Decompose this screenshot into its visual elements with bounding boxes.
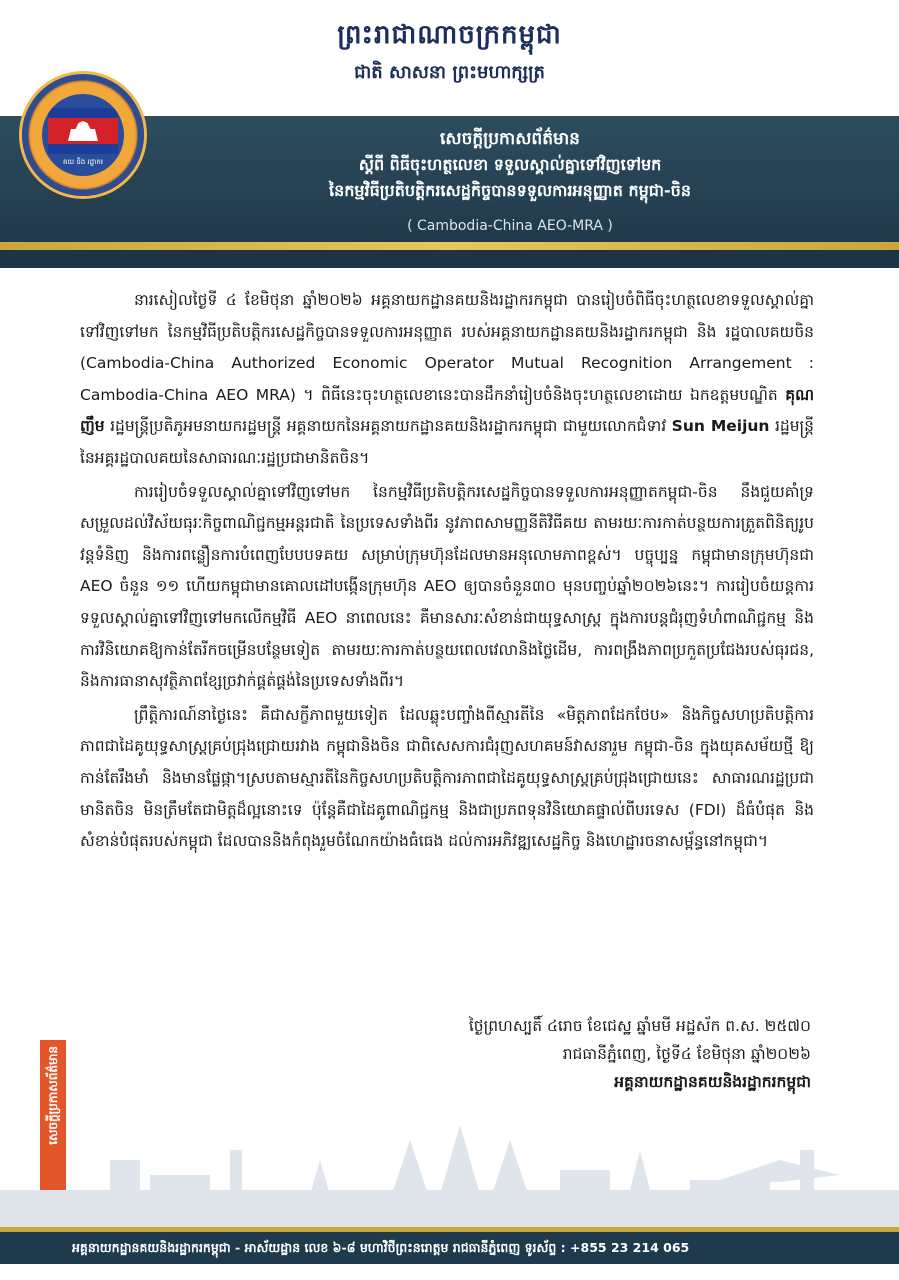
flag-bottom-band <box>48 144 118 154</box>
banner-gold-stripe <box>0 242 899 250</box>
flag-top-band <box>48 108 118 118</box>
banner-line-3: នៃកម្មវិធីប្រតិបត្តិករសេដ្ឋកិច្ចបានទទួលការអនុញ្ញាត កម្ពុជា-ចិន <box>329 181 691 200</box>
official-name: គុណ ញឹម <box>80 385 814 436</box>
paragraph-1-text-b: រដ្ឋមន្ត្រីប្រតិភូអមនាយករដ្ឋមន្ត្រី អគ្គនាយកនៃអគ្គនាយកដ្ឋានគយនិងរដ្ឋាករកម្ពុជា ជាមួយលោកជំទាវ <box>104 417 672 436</box>
official-name-2: Sun Meijun <box>671 417 770 436</box>
skyline-illustration <box>0 1120 899 1230</box>
footer-gold-line <box>0 1227 899 1232</box>
kingdom-title: ព្រះរាជាណាចក្រកម្ពុជា <box>337 20 562 50</box>
customs-emblem-icon <box>22 74 144 196</box>
paragraph-1-text-c: រដ្ឋមន្ត្រីនៃអគ្គរដ្ឋបាលគយនៃសាធារណៈរដ្ឋប្រជាមានិតចិន។ <box>80 417 814 467</box>
paragraph-3: ព្រឹត្តិការណ៍នាថ្ងៃនេះ គឺជាសក្ខីភាពមួយទៀត ដែលឆ្លុះបញ្ចាំងពីស្មារតីនៃ «មិត្តភាពដែកថែប» និងកិច្ចសហប្រតិបត្តិការភាពជាដៃគូយុទ្ធសាស្ត្រគ្រប់ជ្រុងជ្រោយរវាង កម្ពុជានិងចិន ជាពិសេសការជំរុញសហគមន៍វាសនារួម កម្ពុជា-ចិន ក្នុងយុគសម័យថ្មី ឱ្យកាន់តែរឹងមាំ និងមានផ្លែផ្កា។ស្របតាមស្មារតីនៃកិច្ចសហប្រតិបត្តិការភាពជាដៃគូយុទ្ធសាស្ត្រគ្រប់ជ្រុងជ្រោយនេះ សាធារណរដ្ឋប្រជាមានិតចិន មិនត្រឹមតែជាមិត្តដ៏ល្អនោះទេ ប៉ុន្តែគឺជាដៃគូពាណិជ្ជកម្ម និងជាប្រភពទុនវិនិយោគផ្ទាល់ពីបរទេស (FDI) ដ៏ធំបំផុត និងសំខាន់បំផុតរបស់កម្ពុជា ដែលបាននិងកំពុងរួមចំណែកយ៉ាងធំធេង ដល់ការអភិវឌ្ឍសេដ្ឋកិច្ច និងហេដ្ឋារចនាសម្ព័ន្ធនៅកម្ពុជា។ <box>80 705 814 851</box>
banner-line-2: ស្តីពី ពិធីចុះហត្ថលេខា ទទួលស្គាល់គ្នាទៅវិញទៅមក <box>358 155 662 174</box>
banner-line-1: សេចក្តីប្រកាសព័ត៌មាន <box>440 129 580 149</box>
banner-line-4: ( Cambodia-China AEO-MRA ) <box>407 218 613 234</box>
kingdom-motto: ជាតិ សាសនា ព្រះមហាក្សត្រ <box>354 62 545 83</box>
press-body <box>80 285 814 860</box>
issuer-name: អគ្គនាយកដ្ឋានគយនិងរដ្ឋាករកម្ពុជា <box>614 1073 811 1091</box>
emblem-inner <box>42 94 124 176</box>
kingdom-header <box>0 18 899 87</box>
paragraph-1-text-a: នារសៀលថ្ងៃទី ៤ ខែមិថុនា ឆ្នាំ២០២៦ អគ្គនាយកដ្ឋានគយនិងរដ្ឋាករកម្ពុជា បានរៀបចំពិធីចុះហត្ថលេខាទទួលស្គាល់គ្នាទៅវិញទៅមក នៃកម្មវិធីប្រតិបត្តិករសេដ្ឋកិច្ចបានទទួលការអនុញ្ញាត របស់អគ្គនាយកដ្ឋានគយនិងរដ្ឋាករកម្ពុជា និង រដ្ឋបាលគយចិន (Cambodia-China Authorized Economic Operator Mutual Recognition Arrangement : Cambodia-China AEO MRA) ។ ពិធីនេះចុះហត្ថលេខានេះបានដឹកនាំរៀបចំនិងចុះហត្ថលេខាដោយ ឯកឧត្តមបណ្ឌិត <box>80 291 814 404</box>
bottom-strip <box>0 1264 899 1280</box>
place-date: រាជធានីភ្នំពេញ, ថ្ងៃទី៤ ខែមិថុនា ឆ្នាំ២០២៦ <box>562 1045 811 1063</box>
emblem-caption: គយ និង រដ្ឋាករ <box>63 158 103 166</box>
lunar-date: ថ្ងៃព្រហស្បតិ៍ ៤រោច ខែជេស្ឋ ឆ្នាំមមី អដ្ឋស័ក ព.ស. ២៥៧០ <box>468 1017 811 1035</box>
side-tab-label: សេចក្តីប្រកាសព័ត៌មាន <box>46 1046 60 1145</box>
banner-navy-stripe <box>0 250 899 268</box>
footer-bar <box>0 1232 899 1264</box>
paragraph-1 <box>80 285 814 475</box>
signature-block <box>469 1012 811 1096</box>
footer-address: អគ្គនាយកដ្ឋានគយនិងរដ្ឋាករកម្ពុជា - អាស័យដ្ឋាន លេខ ៦-៨ មហាវិថីព្រះនរោត្តម រាជធានីភ្នំពេញ ទូរស័ព្ទ : +855 23 214 065 <box>72 1240 690 1255</box>
paragraph-2: ការរៀបចំទទួលស្គាល់គ្នាទៅវិញទៅមក នៃកម្មវិធីប្រតិបត្តិករសេដ្ឋកិច្ចបានទទួលការអនុញ្ញាតកម្ពុជា-ចិន នឹងជួយគាំទ្រសម្រួលដល់វិស័យធុរៈកិច្ចពាណិជ្ជកម្មអន្តរជាតិ នៃប្រទេសទាំងពីរ នូវភាពសាមញ្ញនីតិវិធីគយ តាមរយៈការកាត់បន្ថយការត្រួតពិនិត្យរូបវន្តទំនិញ និងការពន្លឿនការបំពេញបែបបទគយ សម្រាប់ក្រុមហ៊ុនដែលមានអនុលោមភាពខ្ពស់។ បច្ចុប្បន្ន កម្ពុជាមានក្រុមហ៊ុនជា AEO ចំនួន ១១ ហើយកម្ពុជាមានគោលដៅបង្កើនក្រុមហ៊ុន AEO ឲ្យបានចំនួន៣០ មុនបញ្ចប់ឆ្នាំ២០២៦នេះ។ ការរៀបចំយន្តការទទួលស្គាល់គ្នាទៅវិញទៅមកលើកម្មវិធី AEO នាពេលនេះ គឺមានសារៈសំខាន់ជាយុទ្ធសាស្ត្រ ក្នុងការបន្តជំរុញទំហំពាណិជ្ជកម្ម និងការវិនិយោគឱ្យកាន់តែរីកចម្រើនបន្ថែមទៀត តាមរយៈការកាត់បន្ថយពេលវេលានិងថ្លៃដើម, ការពង្រឹងភាពប្រកួតប្រជែងរបស់ធុរជន, និងការធានាសុវត្ថិភាពខ្សែច្រវាក់ផ្គត់ផ្គង់នៃប្រទេសទាំងពីរ។ <box>80 482 814 691</box>
